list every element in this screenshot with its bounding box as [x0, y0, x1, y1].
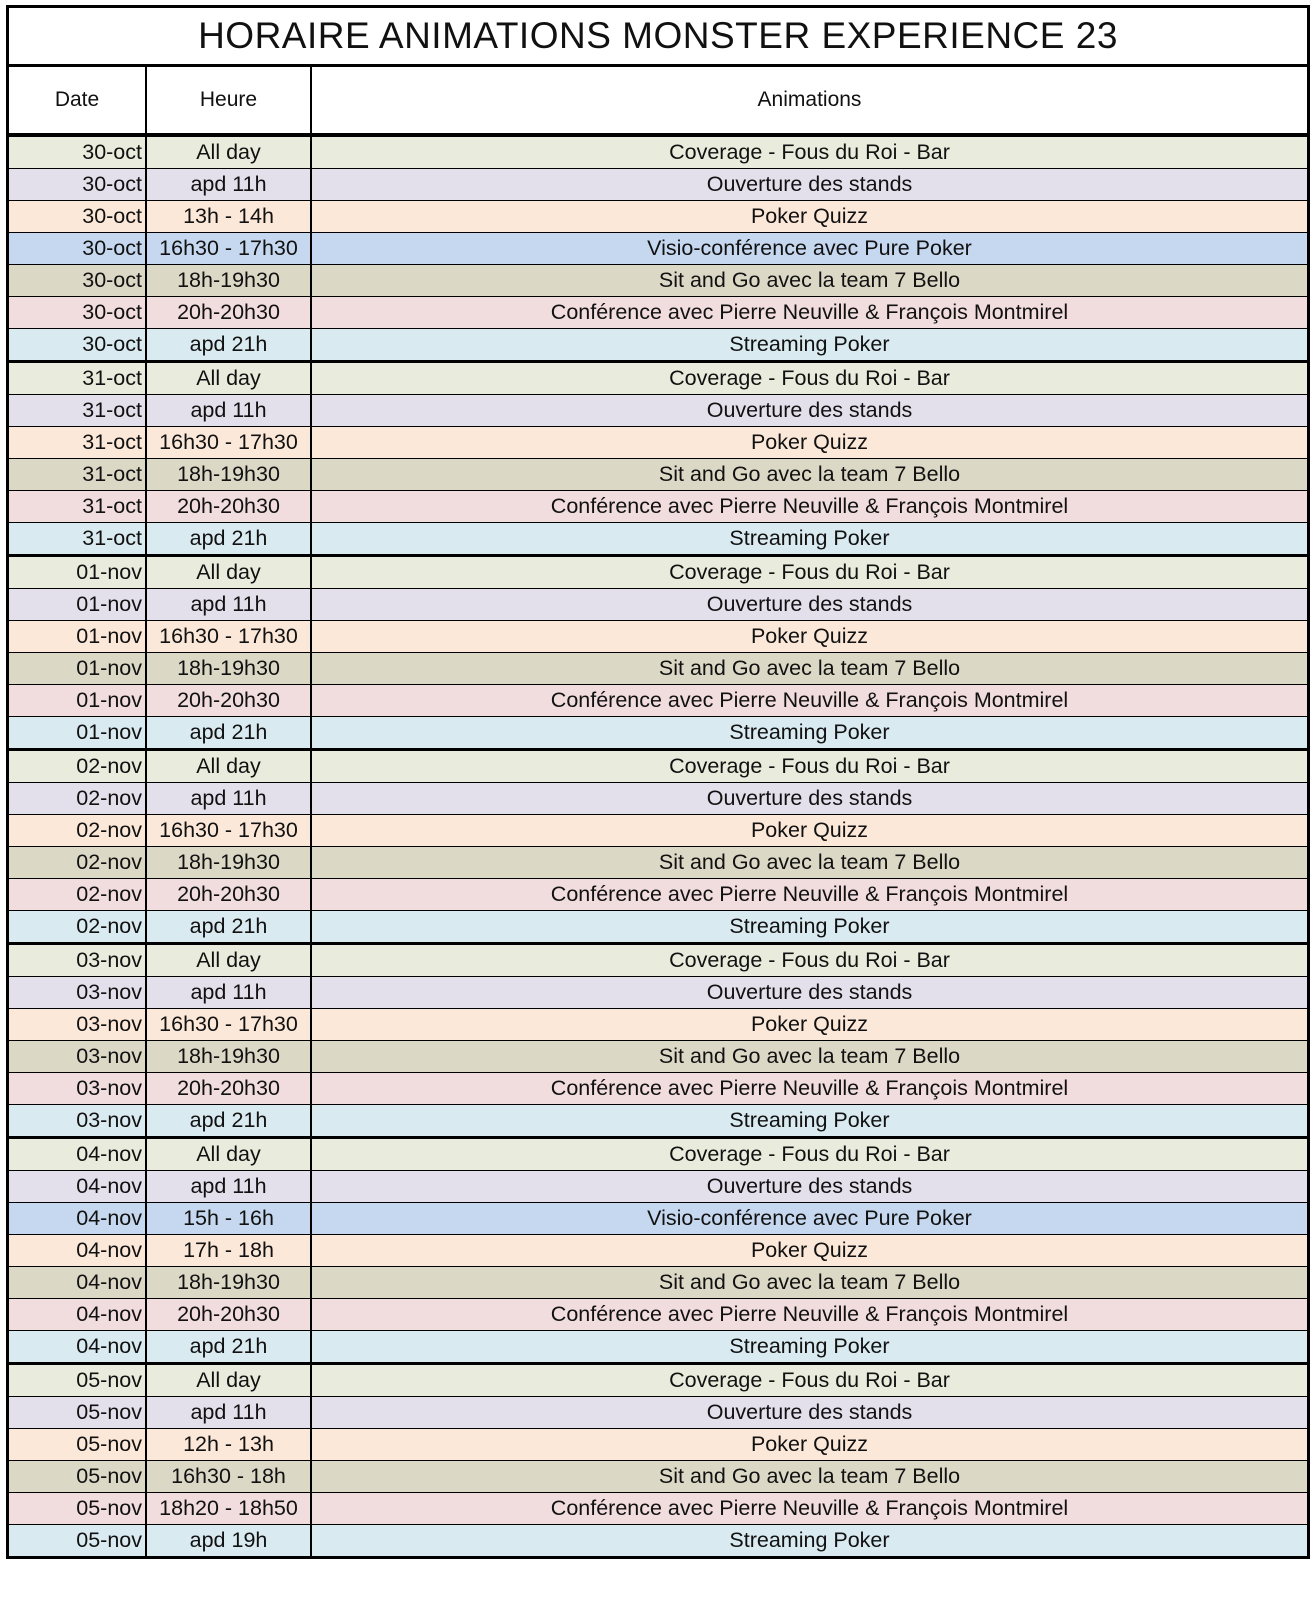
- date-cell: 03-nov: [9, 1009, 146, 1041]
- table-row: [9, 815, 1307, 847]
- animation-cell: Poker Quizz: [311, 815, 1307, 847]
- table-row: [9, 523, 1307, 556]
- time-cell: apd 11h: [146, 977, 311, 1009]
- table-row: [9, 395, 1307, 427]
- table-row: [9, 1364, 1307, 1397]
- table-row: [9, 135, 1307, 169]
- table-row: [9, 329, 1307, 362]
- date-cell: 03-nov: [9, 1041, 146, 1073]
- table-row: [9, 1461, 1307, 1493]
- table-row: [9, 169, 1307, 201]
- date-cell: 31-oct: [9, 395, 146, 427]
- table-row: [9, 201, 1307, 233]
- time-cell: All day: [146, 135, 311, 169]
- animation-cell: Visio-conférence avec Pure Poker: [311, 1203, 1307, 1235]
- time-cell: All day: [146, 1364, 311, 1397]
- date-cell: 05-nov: [9, 1364, 146, 1397]
- table-row: [9, 847, 1307, 879]
- animation-cell: Conférence avec Pierre Neuville & François Montmirel: [311, 879, 1307, 911]
- animation-cell: Sit and Go avec la team 7 Bello: [311, 265, 1307, 297]
- time-cell: 20h-20h30: [146, 879, 311, 911]
- animation-cell: Sit and Go avec la team 7 Bello: [311, 1461, 1307, 1493]
- table-row: [9, 750, 1307, 783]
- date-cell: 01-nov: [9, 556, 146, 589]
- time-cell: 20h-20h30: [146, 1073, 311, 1105]
- animation-cell: Streaming Poker: [729, 1528, 890, 1552]
- animation-cell: Coverage - Fous du Roi - Bar: [311, 944, 1307, 977]
- animation-cell: Ouverture des stands: [311, 783, 1307, 815]
- animation-cell: Conférence avec Pierre Neuville & François Montmirel: [311, 491, 1307, 523]
- table-row: [9, 233, 1307, 265]
- animation-cell: Poker Quizz: [311, 427, 1307, 459]
- time-cell: 16h30 - 17h30: [146, 621, 311, 653]
- time-cell: apd 19h: [146, 1525, 311, 1557]
- animation-cell: Coverage - Fous du Roi - Bar: [311, 1364, 1307, 1397]
- column-header-date: Date: [9, 67, 146, 135]
- table-row: [9, 1203, 1307, 1235]
- time-cell: 18h-19h30: [146, 1267, 311, 1299]
- animation-cell: Poker Quizz: [311, 1009, 1307, 1041]
- time-cell: apd 21h: [146, 329, 311, 362]
- table-row: [9, 1525, 1307, 1557]
- animation-cell: Streaming Poker: [311, 329, 1307, 362]
- animation-cell: Coverage - Fous du Roi - Bar: [311, 750, 1307, 783]
- date-cell: 31-oct: [9, 427, 146, 459]
- table-row: [9, 1171, 1307, 1203]
- time-cell: 16h30 - 17h30: [146, 233, 311, 265]
- date-cell: 02-nov: [9, 847, 146, 879]
- animation-cell: Sit and Go avec la team 7 Bello: [311, 459, 1307, 491]
- table-row: [9, 717, 1307, 750]
- time-cell: All day: [146, 750, 311, 783]
- animation-cell: Coverage - Fous du Roi - Bar: [311, 1138, 1307, 1171]
- date-cell: 30-oct: [9, 233, 146, 265]
- date-cell: 03-nov: [9, 944, 146, 977]
- animation-cell: Ouverture des stands: [311, 589, 1307, 621]
- sheet-title: HORAIRE ANIMATIONS MONSTER EXPERIENCE 23: [9, 8, 1307, 67]
- animation-cell: Visio-conférence avec Pure Poker: [311, 233, 1307, 265]
- table-row: [9, 685, 1307, 717]
- time-cell: 18h-19h30: [146, 265, 311, 297]
- schedule-table: [9, 67, 1307, 1556]
- table-row: [9, 621, 1307, 653]
- date-cell: 30-oct: [9, 329, 146, 362]
- animation-cell: Conférence avec Pierre Neuville & François Montmirel: [311, 1073, 1307, 1105]
- date-cell: 01-nov: [9, 621, 146, 653]
- date-cell: 04-nov: [9, 1267, 146, 1299]
- table-row: [9, 1105, 1307, 1138]
- table-row: [9, 1299, 1307, 1331]
- animation-cell: Coverage - Fous du Roi - Bar: [311, 362, 1307, 395]
- date-cell: 31-oct: [9, 523, 146, 556]
- time-cell: 16h30 - 18h: [146, 1461, 311, 1493]
- time-cell: 16h30 - 17h30: [146, 1009, 311, 1041]
- table-row: [9, 879, 1307, 911]
- date-cell: 01-nov: [9, 685, 146, 717]
- time-cell: 20h-20h30: [146, 491, 311, 523]
- date-cell: 02-nov: [9, 879, 146, 911]
- table-row: [9, 589, 1307, 621]
- schedule-body: [9, 135, 1307, 1556]
- date-cell: 02-nov: [9, 750, 146, 783]
- date-cell: 01-nov: [9, 717, 146, 750]
- time-cell: apd 11h: [146, 1397, 311, 1429]
- time-cell: 20h-20h30: [146, 685, 311, 717]
- animation-cell: Ouverture des stands: [311, 395, 1307, 427]
- date-cell: 31-oct: [9, 491, 146, 523]
- time-cell: 17h - 18h: [146, 1235, 311, 1267]
- table-row: [9, 653, 1307, 685]
- column-header-animations: Animations: [311, 67, 1307, 135]
- column-header-heure: Heure: [146, 67, 311, 135]
- table-row: [9, 427, 1307, 459]
- time-cell: 18h-19h30: [146, 653, 311, 685]
- date-cell: 04-nov: [9, 1203, 146, 1235]
- date-cell: 30-oct: [9, 201, 146, 233]
- table-row: [9, 1429, 1307, 1461]
- animation-cell: Conférence avec Pierre Neuville & François Montmirel: [311, 1299, 1307, 1331]
- time-cell: 20h-20h30: [146, 297, 311, 329]
- time-cell: 15h - 16h: [146, 1203, 311, 1235]
- table-row: [9, 1331, 1307, 1364]
- animation-cell: Coverage - Fous du Roi - Bar: [311, 135, 1307, 169]
- table-row: [9, 1235, 1307, 1267]
- date-cell: 04-nov: [9, 1171, 146, 1203]
- animation-cell: Streaming Poker: [311, 1105, 1307, 1138]
- date-cell: 30-oct: [9, 169, 146, 201]
- date-cell: 03-nov: [9, 1105, 146, 1138]
- table-row: [9, 1397, 1307, 1429]
- date-cell: 02-nov: [9, 815, 146, 847]
- date-cell: 04-nov: [9, 1299, 146, 1331]
- time-cell: 13h - 14h: [146, 201, 311, 233]
- time-cell: apd 11h: [146, 395, 311, 427]
- time-cell: apd 21h: [146, 911, 311, 944]
- table-row: [9, 1073, 1307, 1105]
- date-cell: 05-nov: [9, 1493, 146, 1525]
- table-row: [9, 265, 1307, 297]
- date-cell: 01-nov: [9, 589, 146, 621]
- animation-cell: Streaming Poker: [311, 1331, 1307, 1364]
- table-row: [9, 556, 1307, 589]
- animation-cell: Sit and Go avec la team 7 Bello: [311, 653, 1307, 685]
- animation-cell: Conférence avec Pierre Neuville & François Montmirel: [311, 297, 1307, 329]
- animation-cell: Ouverture des stands: [311, 169, 1307, 201]
- date-cell: 02-nov: [9, 783, 146, 815]
- animation-cell: Poker Quizz: [311, 1429, 1307, 1461]
- time-cell: apd 21h: [146, 717, 311, 750]
- animation-cell: Streaming Poker: [311, 717, 1307, 750]
- date-cell: 05-nov: [9, 1525, 146, 1557]
- time-cell: 16h30 - 17h30: [146, 815, 311, 847]
- date-cell: 01-nov: [9, 653, 146, 685]
- date-cell: 05-nov: [9, 1397, 146, 1429]
- date-cell: 04-nov: [9, 1235, 146, 1267]
- table-row: [9, 783, 1307, 815]
- date-cell: 31-oct: [9, 459, 146, 491]
- time-cell: 20h-20h30: [146, 1299, 311, 1331]
- animation-cell: Poker Quizz: [311, 201, 1307, 233]
- date-cell: 30-oct: [9, 265, 146, 297]
- animation-cell: Streaming Poker: [311, 911, 1307, 944]
- time-cell: apd 11h: [146, 169, 311, 201]
- time-cell: apd 11h: [146, 783, 311, 815]
- date-cell: 03-nov: [9, 1073, 146, 1105]
- time-cell: apd 11h: [146, 589, 311, 621]
- animation-cell: Streaming Poker: [311, 523, 1307, 556]
- table-row: [9, 1267, 1307, 1299]
- table-row: [9, 459, 1307, 491]
- date-cell: 31-oct: [9, 362, 146, 395]
- time-cell: apd 21h: [146, 1105, 311, 1138]
- time-cell: 18h-19h30: [146, 459, 311, 491]
- table-row: [9, 977, 1307, 1009]
- table-row: [9, 1009, 1307, 1041]
- animation-cell: Sit and Go avec la team 7 Bello: [311, 847, 1307, 879]
- animation-cell: Poker Quizz: [311, 1235, 1307, 1267]
- time-cell: 12h - 13h: [146, 1429, 311, 1461]
- time-cell: apd 21h: [146, 1331, 311, 1364]
- date-cell: 02-nov: [9, 911, 146, 944]
- table-row: [9, 1041, 1307, 1073]
- animation-cell: Coverage - Fous du Roi - Bar: [311, 556, 1307, 589]
- time-cell: All day: [146, 362, 311, 395]
- table-row: [9, 944, 1307, 977]
- animation-cell: Sit and Go avec la team 7 Bello: [311, 1267, 1307, 1299]
- table-row: [9, 491, 1307, 523]
- table-row: [9, 1138, 1307, 1171]
- date-cell: 05-nov: [9, 1461, 146, 1493]
- time-cell: apd 11h: [146, 1171, 311, 1203]
- time-cell: 18h-19h30: [146, 1041, 311, 1073]
- time-cell: apd 21h: [146, 523, 311, 556]
- header-row: [9, 67, 1307, 135]
- date-cell: 04-nov: [9, 1138, 146, 1171]
- schedule-sheet: [6, 5, 1310, 1559]
- date-cell: 03-nov: [9, 977, 146, 1009]
- animation-cell: Ouverture des stands: [311, 1171, 1307, 1203]
- date-cell: 30-oct: [9, 135, 146, 169]
- animation-cell: Sit and Go avec la team 7 Bello: [311, 1041, 1307, 1073]
- table-row: [9, 1493, 1307, 1525]
- animation-cell: Poker Quizz: [311, 621, 1307, 653]
- date-cell: 05-nov: [9, 1429, 146, 1461]
- time-cell: All day: [146, 556, 311, 589]
- animation-cell: Conférence avec Pierre Neuville & François Montmirel: [311, 1493, 1307, 1525]
- table-row: [9, 297, 1307, 329]
- time-cell: 18h-19h30: [146, 847, 311, 879]
- table-row: [9, 911, 1307, 944]
- animation-cell: Conférence avec Pierre Neuville & François Montmirel: [311, 685, 1307, 717]
- animation-cell: Ouverture des stands: [311, 977, 1307, 1009]
- animation-cell: Ouverture des stands: [311, 1397, 1307, 1429]
- time-cell: 16h30 - 17h30: [146, 427, 311, 459]
- date-cell: 04-nov: [9, 1331, 146, 1364]
- table-row: [9, 362, 1307, 395]
- time-cell: 18h20 - 18h50: [146, 1493, 311, 1525]
- date-cell: 30-oct: [9, 297, 146, 329]
- time-cell: All day: [146, 944, 311, 977]
- time-cell: All day: [146, 1138, 311, 1171]
